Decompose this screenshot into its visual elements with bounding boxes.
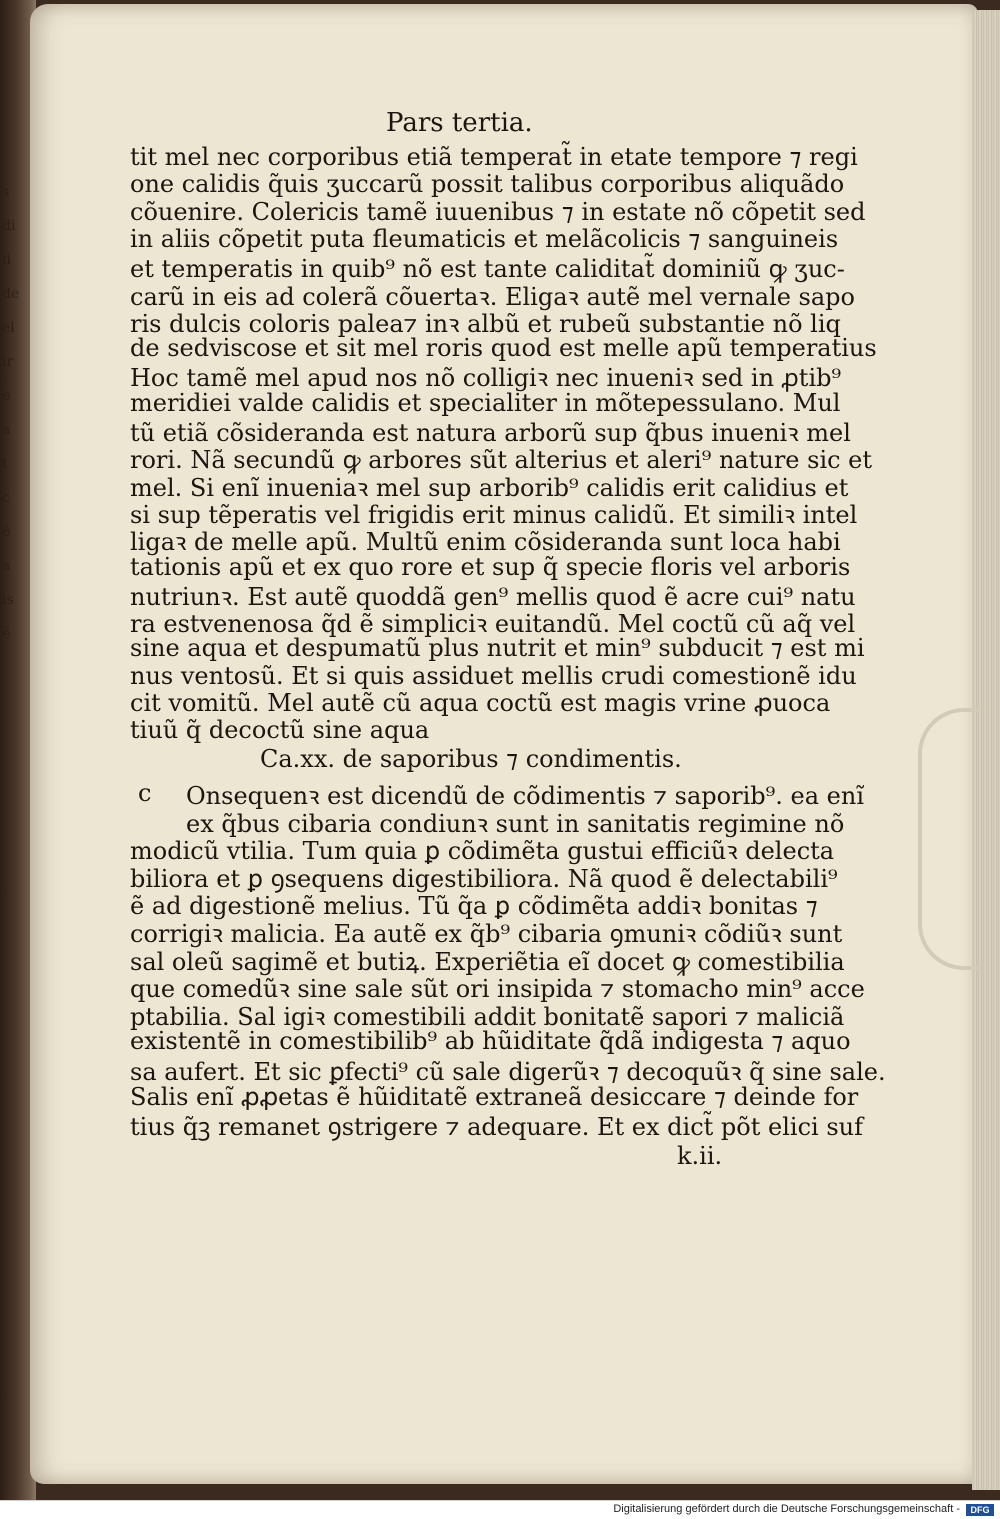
chapter-heading: Ca.xx. de saporibus ⁊ condimentis. xyxy=(260,745,682,773)
previous-page-fragment: é xyxy=(2,524,11,540)
text-line: ex q̃bus cibaria condiunꝛ sunt in sanitatis regimine nõ xyxy=(186,809,845,838)
previous-page-fragment: is xyxy=(2,592,14,608)
previous-page-fragment: t xyxy=(2,456,8,472)
previous-page-fragment: di xyxy=(2,218,16,234)
text-line: rori. Nã secundũ ꝙ arbores sũt alterius et aleri⁹ nature sic et xyxy=(130,446,873,475)
text-line: ris dulcis coloris palea⁊ inꝛ albũ et rubeũ substantie nõ liq xyxy=(130,309,841,338)
text-line: cit vomitũ. Mel autẽ cũ aqua coctũ est magis vrine ꝓuoca xyxy=(130,689,831,717)
text-line: et temperatis in quib⁹ nõ est tante caliditat̃ dominiũ ꝙ ʒuc- xyxy=(130,255,845,284)
text-line: tit mel nec corporibus etiã temperat̃ in etate tempore ⁊ regi xyxy=(130,143,858,171)
text-line: carũ in eis ad colerã cõuertaꝛ. Eligaꝛ autẽ mel vernale sapo xyxy=(130,282,855,311)
initial-guide-letter: c xyxy=(138,779,152,807)
text-line: modicũ vtilia. Tum quia ꝑ cõdimẽta gustui efficiũꝛ delecta xyxy=(130,837,835,866)
previous-page-fragment: ir xyxy=(2,354,14,370)
text-line: ptabilia. Sal igiꝛ comestibili addit bonitatẽ sapori ⁊ maliciã xyxy=(130,1002,845,1031)
previous-page-text-fragments xyxy=(2,175,28,1225)
text-line: tius q̃ꝫ remanet ꝯstrigere ⁊ adequare. Et ex dict̃ põt elici suf xyxy=(130,1113,863,1142)
previous-page-fragment: de xyxy=(2,286,20,302)
text-line: corrigiꝛ malicia. Ea autẽ ex q̃b⁹ cibaria ꝯmuniꝛ cõdiũꝛ sunt xyxy=(130,920,843,948)
dfg-logo: DFG xyxy=(966,1504,994,1516)
text-line: in aliis cõpetit puta fleumaticis et melãcolicis ⁊ sanguineis xyxy=(130,224,839,253)
previous-page-fragment: e xyxy=(2,388,11,404)
text-line: biliora et ꝑ ꝯsequens digestibiliora. Nã quod ẽ delectabili⁹ xyxy=(130,864,838,893)
text-line: ẽ ad digestionẽ melius. Tũ q̃a ꝑ cõdimẽta addiꝛ bonitas ⁊ xyxy=(130,892,818,921)
text-line: nus ventosũ. Et si quis assiduet mellis crudi comestionẽ idu xyxy=(130,661,857,690)
text-line: tũ etiã cõsideranda est natura arborũ sup q̃bus inueniꝛ mel xyxy=(130,419,851,447)
text-line: cõuenire. Colericis tamẽ iuuenibus ⁊ in estate nõ cõpetit sed xyxy=(130,197,866,226)
text-line: tiuũ q̃ decoctũ sine aqua xyxy=(130,716,430,745)
previous-page-fragment: a xyxy=(2,422,11,438)
text-line: sa aufert. Et sic ꝑfecti⁹ cũ sale digerũꝛ ⁊ decoquũꝛ q̃ sine sale. xyxy=(130,1058,886,1086)
text-line: Onsequenꝛ est dicendũ de cõdimentis ⁊ saporib⁹. ea enĩ xyxy=(186,782,864,810)
previous-page-fragment: el xyxy=(2,320,15,336)
text-line: sal oleũ sagimẽ et butiꝝ. Experiẽtia eĩ docet ꝙ comestibilia xyxy=(130,947,845,976)
text-line: Salis enĩ ꝓꝓetas ẽ hũiditatẽ extraneã desiccare ⁊ deinde for xyxy=(130,1082,859,1111)
text-line: Hoc tamẽ mel apud nos nõ colligiꝛ nec inueniꝛ sed in ꝓtib⁹ xyxy=(130,364,842,393)
signature-mark: k.ii. xyxy=(677,1142,723,1170)
running-head: Pars tertia. xyxy=(386,108,533,138)
text-line: existentẽ in comestibilib⁹ ab hũiditate q̃dã indigesta ⁊ aquo xyxy=(130,1027,851,1056)
text-line: one calidis q̃uis ʒuccarũ possit talibus corporibus aliquãdo xyxy=(130,170,845,199)
text-line: ligaꝛ de melle apũ. Multũ enim cõsideranda sunt loca habi xyxy=(130,528,841,557)
text-line: mel. Si enĩ inueniaꝛ mel sup arborib⁹ calidis erit calidius et xyxy=(130,473,849,502)
text-line: meridiei valde calidis et specialiter in mõtepessulano. Mul xyxy=(130,388,841,417)
text-block xyxy=(130,0,886,1500)
previous-page-fragment: a xyxy=(2,558,11,574)
previous-page-fragment: s xyxy=(2,184,10,200)
text-line: nutriunꝛ. Est autẽ quoddã gen⁹ mellis quod ẽ acre cui⁹ natu xyxy=(130,582,856,611)
previous-page-fragment: c xyxy=(2,490,10,506)
text-line: de sedviscose et sit mel roris quod est melle apũ temperatius xyxy=(130,334,877,363)
previous-page-fragment: ii xyxy=(2,252,11,268)
text-line: sine aqua et despumatũ plus nutrit et min⁹ subducit ⁊ est mi xyxy=(130,634,865,663)
text-line: si sup tẽperatis vel frigidis erit minus calidũ. Et similiꝛ intel xyxy=(130,500,858,529)
previous-page-fragment: é xyxy=(2,626,11,642)
footer-credit: Digitalisierung gefördert durch die Deutsche Forschungsgemeinschaft - xyxy=(613,1503,960,1515)
book-clasp xyxy=(918,708,980,970)
text-line: ra estvenenosa q̃d ẽ simpliciꝛ euitandũ. Mel coctũ cũ aq̃ vel xyxy=(130,610,856,639)
text-line: tationis apũ et ex quo rore et sup q̃ specie floris vel arboris xyxy=(130,552,851,581)
footer-bar xyxy=(0,1500,1000,1519)
text-line: que comedũꝛ sine sale sũt ori insipida ⁊ stomacho min⁹ acce xyxy=(130,975,865,1004)
